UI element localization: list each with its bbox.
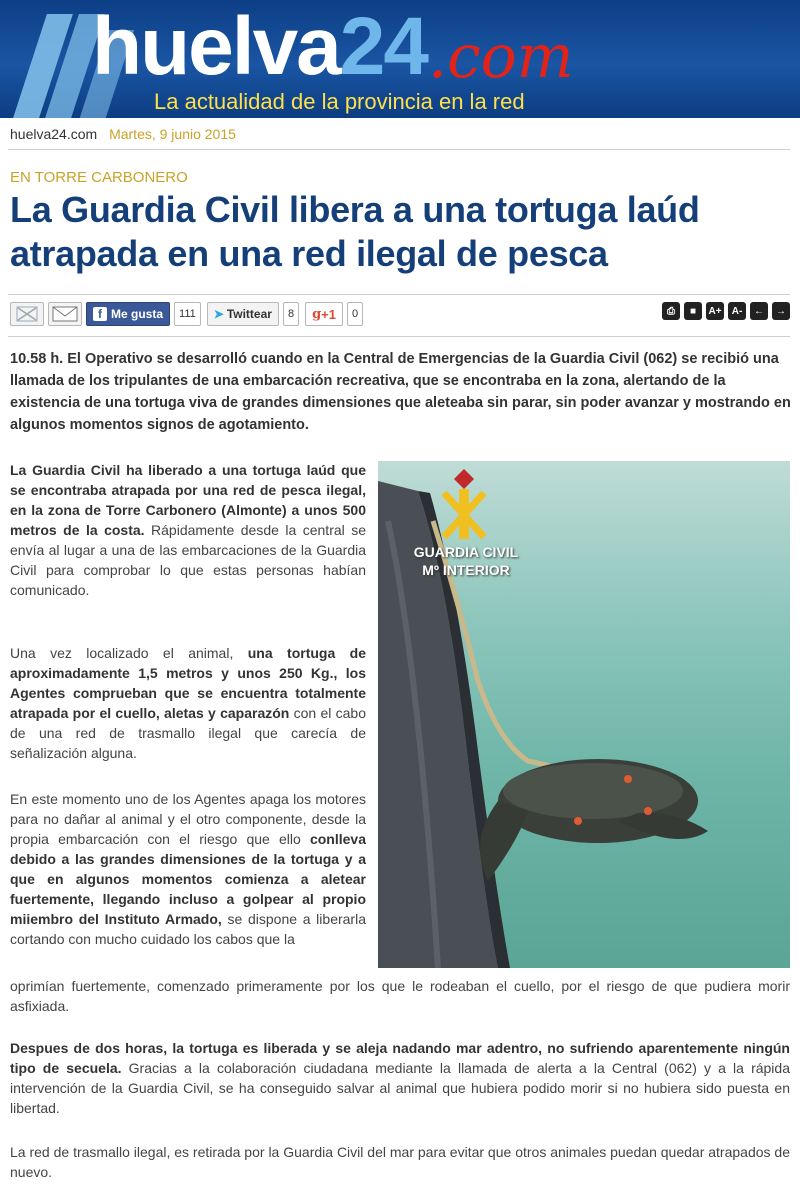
watermark-line: Mº INTERIOR: [422, 562, 510, 578]
article-paragraph: [10, 460, 366, 600]
article-kicker: EN TORRE CARBONERO: [10, 169, 188, 186]
paragraph-text: Gracias a la colaboración ciudadana mediante la llamada de alerta a la Central (062) y a la rápida intervención de la Guardia Civil, se ha conseguido salvar al animal que hubiera podido morir si no hubiera sido puesta en libertad.: [10, 1060, 790, 1116]
prev-icon[interactable]: ←: [750, 302, 768, 320]
article-photo: [378, 461, 790, 968]
logo-number: 24: [339, 1, 427, 92]
paragraph-bold: Despues de dos horas, la tortuga es liberada y se aleja nadando mar adentro, no sufriendo aparentemente ningún tipo de secuela.: [10, 1040, 790, 1076]
article-paragraph: [10, 789, 366, 949]
turtle-photo-illustration: [378, 461, 790, 968]
divider: [8, 336, 790, 337]
paragraph-bold: conlleva debido a las grandes dimensiones de la tortuga y a que en algunos momentos comienza a aletear fuertemente, llegando incluso a golpear al propio miiembro del Instituto Armado,: [10, 831, 366, 927]
photo-watermark: [396, 543, 536, 579]
font-increase-icon[interactable]: A+: [706, 302, 724, 320]
facebook-like-count: 111: [174, 302, 201, 326]
article-lead: 10.58 h. El Operativo se desarrolló cuando en la Central de Emergencias de la Guardia Civil (062) se recibió una llamada de los tripulantes de una embarcación recreativa, que se encontraba en la zona, alertando de la existencia de una tortuga viva de grandes dimensiones que aleteaba sin parar, sin poder avanzar y mostrando en algunos momentos signos de agotamiento.: [10, 351, 791, 433]
paragraph-text: se dispone a liberarla cortando con mucho cuidado los cabos que la: [10, 911, 366, 947]
paragraph-bold: La Guardia Civil ha liberado a una tortuga laúd que se encontraba atrapada por una red de pesca ilegal, en la zona de Torre Carbonero (Almonte) a unos 500 metros de la costa.: [10, 462, 366, 538]
dateline: [10, 125, 236, 143]
article-title: La Guardia Civil libera a una tortuga laúd atrapada en una red ilegal de pesca: [10, 189, 700, 274]
paragraph-text: Rápidamente desde la central se envía al lugar a una de las embarcaciones de la Guardia Civil para comprobar lo que estas personas habían comunicado.: [10, 522, 367, 598]
divider: [8, 294, 790, 295]
paragraph-text: En este momento uno de los Agentes apaga los motores para no dañar al animal y el otro componente, desde la propia embarcación con el riesgo que ello: [10, 791, 366, 847]
email-button[interactable]: [48, 302, 82, 326]
site-name[interactable]: huelva24.com: [10, 126, 98, 142]
google-plus-count: 0: [347, 302, 363, 326]
share-icon: [15, 305, 39, 323]
paragraph-text: Una vez localizado el animal,: [10, 645, 248, 661]
next-icon[interactable]: →: [772, 302, 790, 320]
font-decrease-icon[interactable]: A-: [728, 302, 746, 320]
logo-text: [92, 2, 427, 92]
print-icon[interactable]: ⎙: [662, 302, 680, 320]
watermark-line: GUARDIA CIVIL: [413, 544, 519, 560]
google-plus-label: +1: [321, 306, 336, 322]
google-plus-icon: g: [312, 306, 322, 322]
logo-suffix: .com: [428, 22, 574, 92]
twitter-label: Twittear: [226, 307, 272, 321]
paragraph-bold: una tortuga de aproximadamente 1,5 metros y unos 250 Kg., los Agentes comprueban que se encuentra totalmente atrapada por el cuello, aletas y caparazón: [10, 645, 366, 721]
comment-icon[interactable]: ■: [684, 302, 702, 320]
publish-date: Martes, 9 junio 2015: [109, 126, 236, 142]
twitter-button[interactable]: [207, 302, 279, 326]
site-header: [0, 0, 800, 118]
twitter-count: 8: [283, 302, 299, 326]
paragraph-text: con el cabo de una red de trasmallo ilegal que carecía de señalización alguna.: [10, 705, 367, 761]
divider: [8, 149, 790, 150]
facebook-like-label: Me gusta: [111, 307, 164, 321]
facebook-like-button[interactable]: [86, 302, 170, 326]
logo-word: huelva: [92, 1, 340, 92]
google-plus-button[interactable]: [305, 302, 343, 326]
twitter-icon: ➤: [213, 307, 224, 321]
article-paragraph: oprimían fuertemente, comenzado primeramente por los que le rodeaban el cuello, por el riesgo de que pudiera morir asfixiada.: [10, 978, 790, 1014]
article-tools: [662, 302, 790, 320]
email-icon: [52, 305, 78, 323]
article-paragraph: [10, 643, 366, 763]
share-bar: [10, 302, 363, 326]
site-tagline: La actualidad de la provincia en la red: [154, 89, 525, 114]
share-button[interactable]: [10, 302, 44, 326]
article-paragraph: La red de trasmallo ilegal, es retirada por la Guardia Civil del mar para evitar que otros animales puedan quedar atrapados de nuevo.: [10, 1144, 790, 1180]
article-paragraph: [10, 1038, 790, 1118]
facebook-icon: f: [93, 307, 107, 321]
